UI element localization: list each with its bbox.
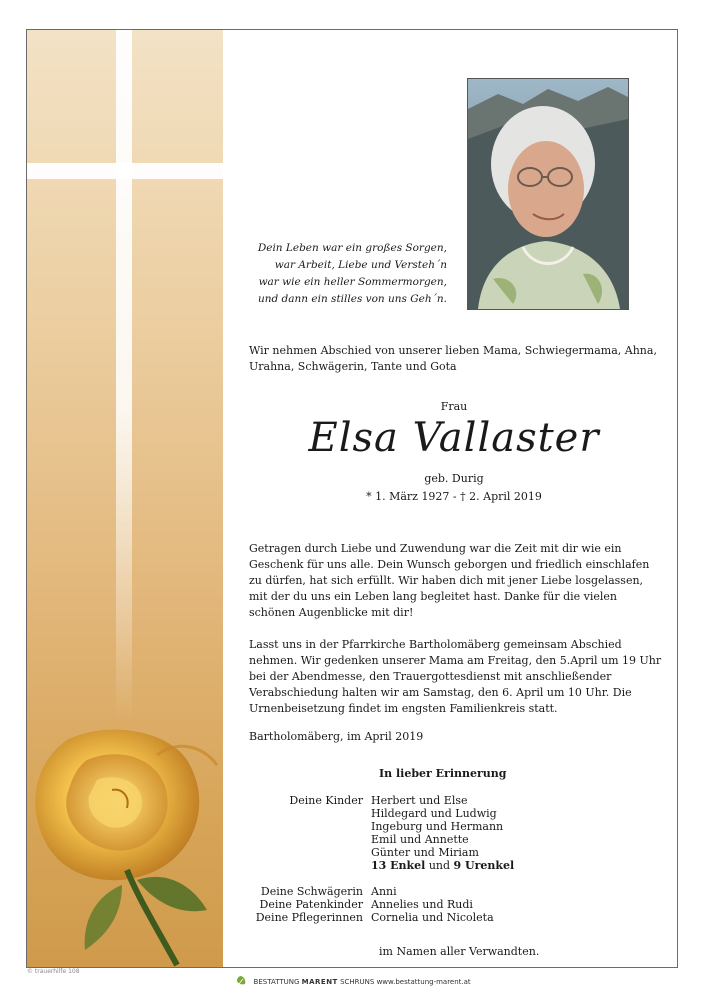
rose-image [27,720,223,968]
title-prefix: Frau [440,400,468,413]
relative-value: Anni [371,885,397,898]
footer-website[interactable]: www.bestattung-marent.at [376,978,471,986]
child-entry: Ingeburg und Hermann [371,820,504,833]
relative-row [249,885,659,898]
child-entry: Herbert und Else [371,794,468,807]
footer-company: BESTATTUNG [253,978,300,986]
children-list [371,794,659,872]
life-dates: * 1. März 1927 - † 2. April 2019 [366,490,542,503]
copyright-credit: © trauerhilfe 108 [27,968,80,975]
closing-line: im Namen aller Verwandten. [379,945,540,958]
relative-value: Cornelia und Nicoleta [371,911,494,924]
poem-line: Dein Leben war ein großes Sorgen, [257,242,447,254]
decorative-side-panel [27,30,223,967]
grandchildren-line [371,859,659,872]
obituary-card [26,29,678,968]
deceased-name: Elsa Vallaster [308,415,600,461]
child-entry: Emil und Annette [371,833,469,846]
funeral-home-footer [0,975,706,989]
footer-brand: MARENT [301,978,338,986]
place-date: Bartholomäberg, im April 2019 [249,730,424,743]
relative-row [249,898,659,911]
child-entry: Hildegard und Ludwig [371,807,497,820]
poem-line: war wie ein heller Sommermorgen, [258,276,447,288]
leaf-logo-icon [235,975,247,989]
mourners-list [249,794,659,924]
relative-value: Annelies und Rudi [371,898,473,911]
cross-vertical-beam [116,30,132,720]
child-entry: Günter und Miriam [371,846,479,859]
portrait-image [468,79,628,309]
relative-label: Deine Schwägerin [260,885,363,898]
memory-heading: In lieber Erinnerung [379,767,507,780]
tribute-paragraph: Getragen durch Liebe und Zuwendung war die Zeit mit dir wie ein Geschenk für uns alle. Dein Wunsch geborgen und friedlich einschlafen zu dürfen, hat sich erfüllt. Wir haben dich mit jener Liebe losgelassen, mit der du uns ein Leben lang begleitet hast. Danke für die vielen schönen Augenblicke mit dir! [249,542,650,619]
children-row [249,794,659,872]
relative-label: Deine Patenkinder [259,898,363,911]
children-label: Deine Kinder [289,794,363,807]
birth-name: geb. Durig [424,472,484,485]
poem-line: und dann ein stilles von uns Geh´n. [257,293,447,305]
portrait-photo [467,78,629,310]
grandchildren-count: 13 Enkel [371,859,426,872]
service-paragraph: Lasst uns in der Pfarrkirche Bartholomäberg gemeinsam Abschied nehmen. Wir gedenken unserer Mama am Freitag, den 5.April um 19 Uhr bei der Abendmesse, den Trauergottesdienst mit anschließender Verabschiedung halten wir am Samstag, den 6. April um 10 Uhr. Die Urnenbeisetzung findet im engsten Familienkreis statt. [249,638,662,715]
relative-row [249,911,659,924]
intro-text: Wir nehmen Abschied von unserer lieben Mama, Schwiegermama, Ahna, Urahna, Schwägerin, Tante und Gota [249,344,657,373]
poem-line: war Arbeit, Liebe und Versteh´n [274,259,447,271]
poem [247,240,447,308]
footer-town: SCHRUNS [340,978,375,986]
conjunction: und [428,859,451,872]
relative-label: Deine Pflegerinnen [255,911,363,924]
great-grandchildren-count: 9 Urenkel [453,859,515,872]
cross-horizontal-beam [27,163,223,179]
